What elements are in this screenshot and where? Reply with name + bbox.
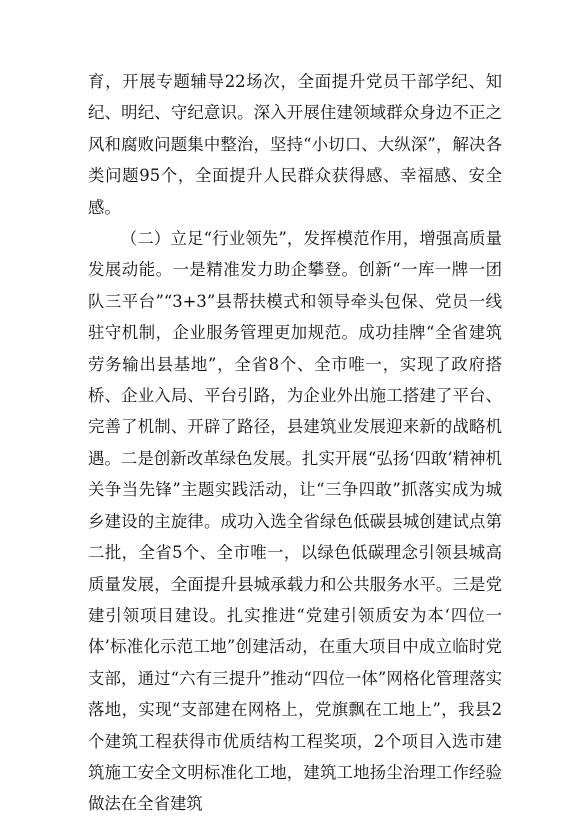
paragraph-continued: 育，开展专题辅导22场次，全面提升党员干部学纪、知纪、明纪、守纪意识。深入开展住建领域群众身边不正之风和腐败问题集中整治，坚持“小切口、大纵深”，解决各类问题95个，全面提升人民群众获得感、幸福感、安全感。 — [88, 72, 502, 217]
paragraph-section-two: （二）立足“行业领先”，发挥模范作用，增强高质量发展动能。一是精准发力助企攀登。创新“一库一牌一团队三平台”“3+3”县帮扶模式和领导牵头包保、党员一线驻守机制，企业服务管理更加规范。成功挂牌“全省建筑劳务输出县基地”，全省8个、全市唯一，实现了政府搭桥、企业入局、平台引路，为企业外出施工搭建了平台、完善了机制、开辟了路径，县建筑业发展迎来新的战略机遇。二是创新改革绿色发展。扎实开展“弘扬‘四敢’精神机关争当先锋”主题实践活动，让“三争四敢”抓落实成为城乡建设的主旋律。成功入选全省绿色低碳县城创建试点第二批，全省5个、全市唯一，以绿色低碳理念引领县城高质量发展，全面提升县城承载力和公共服务水平。三是党建引领项目建设。扎实推进“党建引领质安为本‘四位一体’标准化示范工地”创建活动，在重大项目中成立临时党支部，通过“六有三提升”推动“四位一体”网格化管理落实落地，实现“支部建在网格上，党旗飘在工地上”，我县2个建筑工程获得市优质结构工程奖项，2个项目入选市建筑施工安全文明标准化工地，建筑工地扬尘治理工作经验做法在全省建筑 — [88, 229, 502, 814]
document-body — [88, 66, 502, 820]
